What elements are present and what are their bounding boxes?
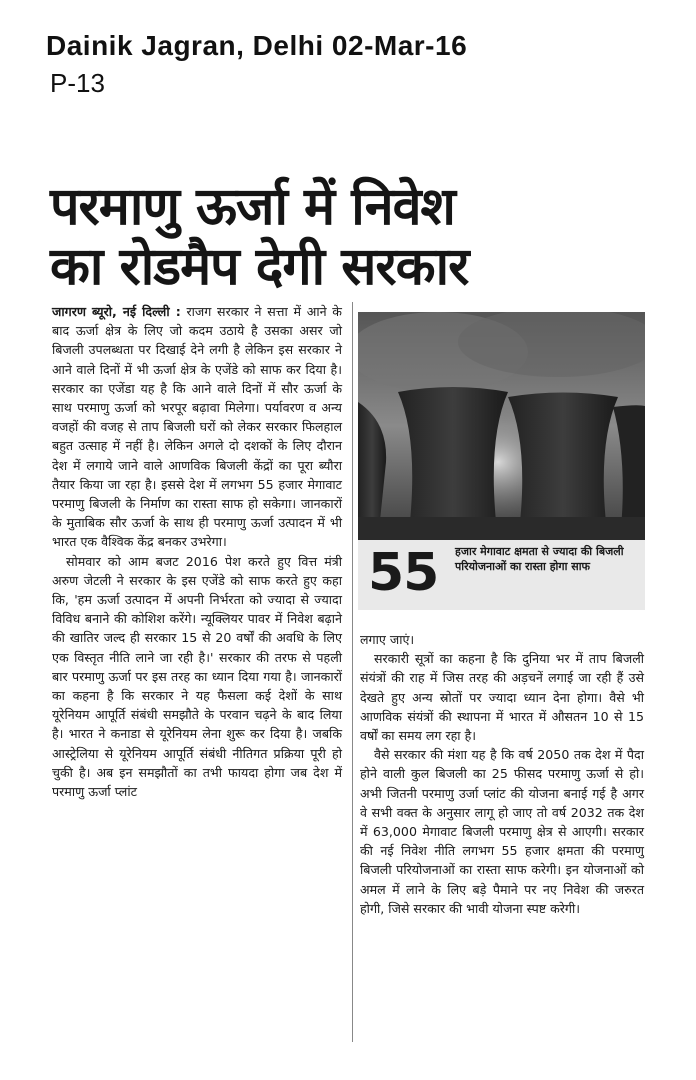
article-column-1 bbox=[52, 302, 342, 801]
page-number: P-13 bbox=[50, 68, 105, 98]
callout-text: हजार मेगावाट क्षमता से ज्यादा की बिजली परियोजनाओं का रास्ता होगा साफ bbox=[455, 545, 624, 573]
headline-line-2: का रोडमैप देगी सरकार bbox=[50, 237, 469, 297]
article-paragraph-4: सरकारी सूत्रों का कहना है कि दुनिया भर में ताप बिजली संयंत्रों की राह में जिस तरह की अड़चनें लगाई जा रही हैं उसे देखते हुए अन्य स्रोतों पर ज्यादा ध्यान देना होगा। वैसे भी आणविक संयंत्रों की स्थापना में भारत में औसतन 10 से 15 वर्षों का समय लग रहा है। bbox=[360, 651, 644, 744]
cooling-towers-photo bbox=[358, 312, 645, 540]
article-paragraph-5: वैसे सरकार की मंशा यह है कि वर्ष 2050 तक देश में पैदा होने वाली कुल बिजली का 25 फीसद परमाणु ऊर्जा से हो। अभी जितनी परमाणु उर्जा प्लांट की योजना बनाई गई है अगर वे सभी वक्त के अनुसार लागू हो जाए तो वर्ष 2032 तक देश में 63,000 मेगावाट बिजली परमाणु क्षेत्र से आएगी। सरकार की नई निवेश नीति लगभग 55 हजार क्षमता की परमाणु बिजली परियोजनाओं का रास्ता साफ करेगी। इन योजनाओं को अमल में लाने के लिए बड़े पैमाने पर नए निवेश की जरुरत होगी, जिसे सरकार की भावी योजना स्पष्ट करेगी। bbox=[360, 747, 644, 916]
headline-line-1: परमाणु ऊर्जा में निवेश bbox=[50, 177, 455, 237]
source-line: Dainik Jagran, Delhi 02-Mar-16 bbox=[46, 30, 468, 61]
cooling-towers-image bbox=[358, 312, 645, 540]
dateline: जागरण ब्यूरो, नई दिल्ली : bbox=[52, 304, 181, 319]
article-paragraph-2: सोमवार को आम बजट 2016 पेश करते हुए वित्त मंत्री अरुण जेटली ने सरकार के इस एजेंडे को साफ करते हुए कहा कि, 'हम ऊर्जा उत्पादन में अपनी निर्भरता को ज्यादा से ज्यादा विविध बनाने की कोशिश करेंगे। न्यूक्लियर पावर में निवेश बढ़ाने की खातिर जल्द ही सरकार 15 से 20 वर्षों की अवधि के लिए एक विस्तृत नीति लाने जा रही है।' सरकार की तरफ से पहली बार परमाणु ऊर्जा पर इस तरह का ध्यान दिया गया है। जानकारों का कहना है कि सरकार ने यह फैसला कई देशों के साथ यूरेनियम आपूर्ति संबंधी समझौते के परवान चढ़ने के बाद लिया है। भारत ने कनाडा से यूरेनियम लेना शुरू कर दिया है। जबकि आस्ट्रेलिया से यूरेनियम आपूर्ति संबंधी नीतिगत प्रक्रिया पूरी हो चुकी है। अब इन समझौतों का तभी फायदा होगा जब देश में परमाणु ऊर्जा प्लांट bbox=[52, 553, 342, 800]
callout-number: 55 bbox=[368, 543, 439, 603]
article-column-2 bbox=[360, 630, 644, 918]
paragraph-text: राजग सरकार ने सत्ता में आने के बाद ऊर्जा क्षेत्र के लिए जो कदम उठाये है उसका असर जो बिजली उपलब्धता पर दिखाई देने लगी है लेकिन इस सरकार ने आने वाले दिनों में भी ऊर्जा क्षेत्र के एजेंडे को साफ कर दिया है। सरकार का एजेंडा यह है कि आने वाले दिनों में सौर ऊर्जा के साथ परमाणु ऊर्जा को भरपूर बढ़ावा मिलेगा। पर्यावरण व अन्य वजहों की वजह से ताप बिजली घरों को लेकर सरकार फिलहाल बहुत उत्साह में नहीं है। लेकिन अगले दो दशकों के लिए दौरान देश में लगाये जाने वाले आणविक बिजली केंद्रों का पूरा ब्यौरा तैयार किया जा रहा है। इससे देश में लगभग 55 हजार मेगावाट परमाणु बिजली के निर्माण का रास्ता साफ हो सकेगा। जानकारों के मुताबिक सौर ऊर्जा के साथ ही परमाणु ऊर्जा उत्पादन में भी भारत एक वैश्विक केंद्र बनकर उभरेगा। bbox=[52, 304, 342, 550]
article-paragraph-1 bbox=[52, 302, 342, 552]
column-divider bbox=[352, 302, 353, 1042]
article-paragraph-3: लगाए जाएं। bbox=[360, 632, 415, 647]
